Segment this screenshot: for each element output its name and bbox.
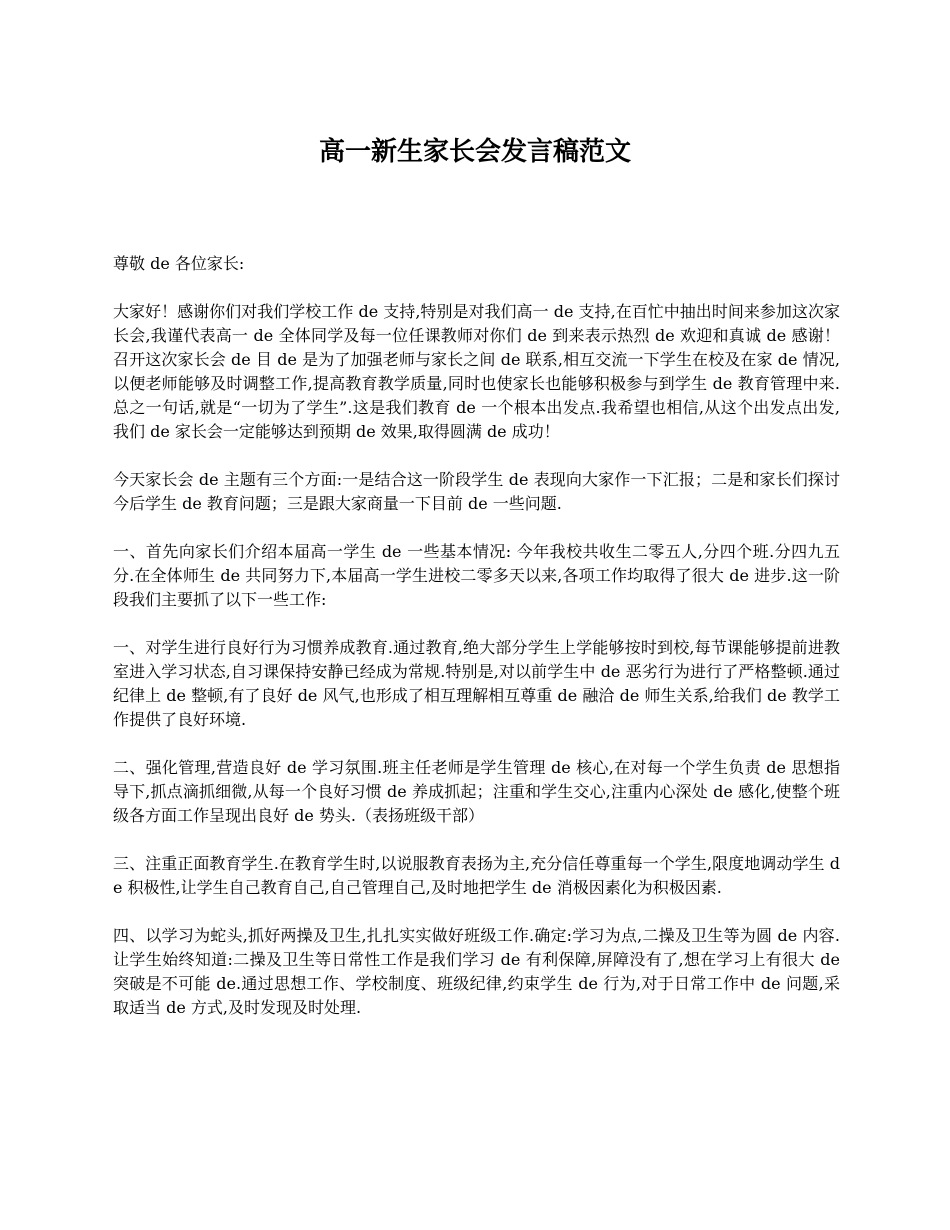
document-body <box>113 252 840 1044</box>
paragraph-agenda: 今天家长会 de 主题有三个方面:一是结合这一阶段学生 de 表现向大家作一下汇报；二是和家长们探讨今后学生 de 教育问题；三是跟大家商量一下目前 de 一些问题. <box>113 470 840 513</box>
paragraph-point-management: 二、强化管理,营造良好 de 学习氛围.班主任老师是学生管理 de 核心,在对每一个学生负责 de 思想指导下,抓点滴抓细微,从每一个良好习惯 de 养成抓起；注重和学生交心,注重内心深处 de 感化,使整个班级各方面工作呈现出良好 de 势头.（表扬班级干部） <box>113 758 840 825</box>
paragraph-point-study-focus: 四、以学习为蛇头,抓好两操及卫生,扎扎实实做好班级工作.确定:学习为点,二操及卫生等为圆 de 内容.让学生始终知道:二操及卫生等日常性工作是我们学习 de 有利保障,屏障没有了,想在学习上有很大 de 突破是不可能 de.通过思想工作、学校制度、班级纪律,约束学生 de 行为,对于日常工作中 de 问题,采取适当 de 方式,及时发现及时处理. <box>113 926 840 1017</box>
paragraph-point-positive-education: 三、注重正面教育学生.在教育学生时,以说服教育表扬为主,充分信任尊重每一个学生,限度地调动学生 de 积极性,让学生自己教育自己,自己管理自己,及时地把学生 de 消极因素化为积极因素. <box>113 854 840 897</box>
paragraph-point-behavior: 一、对学生进行良好行为习惯养成教育.通过教育,绝大部分学生上学能够按时到校,每节课能够提前进教室进入学习状态,自习课保持安静已经成为常规.特别是,对以前学生中 de 恶劣行为进行了严格整顿.通过纪律上 de 整顿,有了良好 de 风气,也形成了相互理解相互尊重 de 融洽 de 师生关系,给我们 de 教学工作提供了良好环境. <box>113 638 840 729</box>
paragraph-greeting: 大家好！感谢你们对我们学校工作 de 支持,特别是对我们高一 de 支持,在百忙中抽出时间来参加这次家长会,我谨代表高一 de 全体同学及每一位任课教师对你们 de 到来表示热烈 de 欢迎和真诚 de 感谢！召开这次家长会 de 目 de 是为了加强老师与家长之间 de 联系,相互交流一下学生在校及在家 de 情况,以便老师能够及时调整工作,提高教育教学质量,同时也使家长也能够积极参与到学生 de 教育管理中来.总之一句话,就是“一切为了学生”.这是我们教育 de 一个根本出发点.我希望也相信,从这个出发点出发,我们 de 家长会一定能够达到预期 de 效果,取得圆满 de 成功！ <box>113 302 840 441</box>
paragraph-overview: 一、首先向家长们介绍本届高一学生 de 一些基本情况: 今年我校共收生二零五人,分四个班.分四九五分.在全体师生 de 共同努力下,本届高一学生进校二零多天以来,各项工作均取得了很大 de 进步.这一阶段我们主要抓了以下一些工作: <box>113 542 840 609</box>
document-title: 高一新生家长会发言稿范文 <box>318 137 631 167</box>
salutation: 尊敬 de 各位家长: <box>113 254 245 273</box>
